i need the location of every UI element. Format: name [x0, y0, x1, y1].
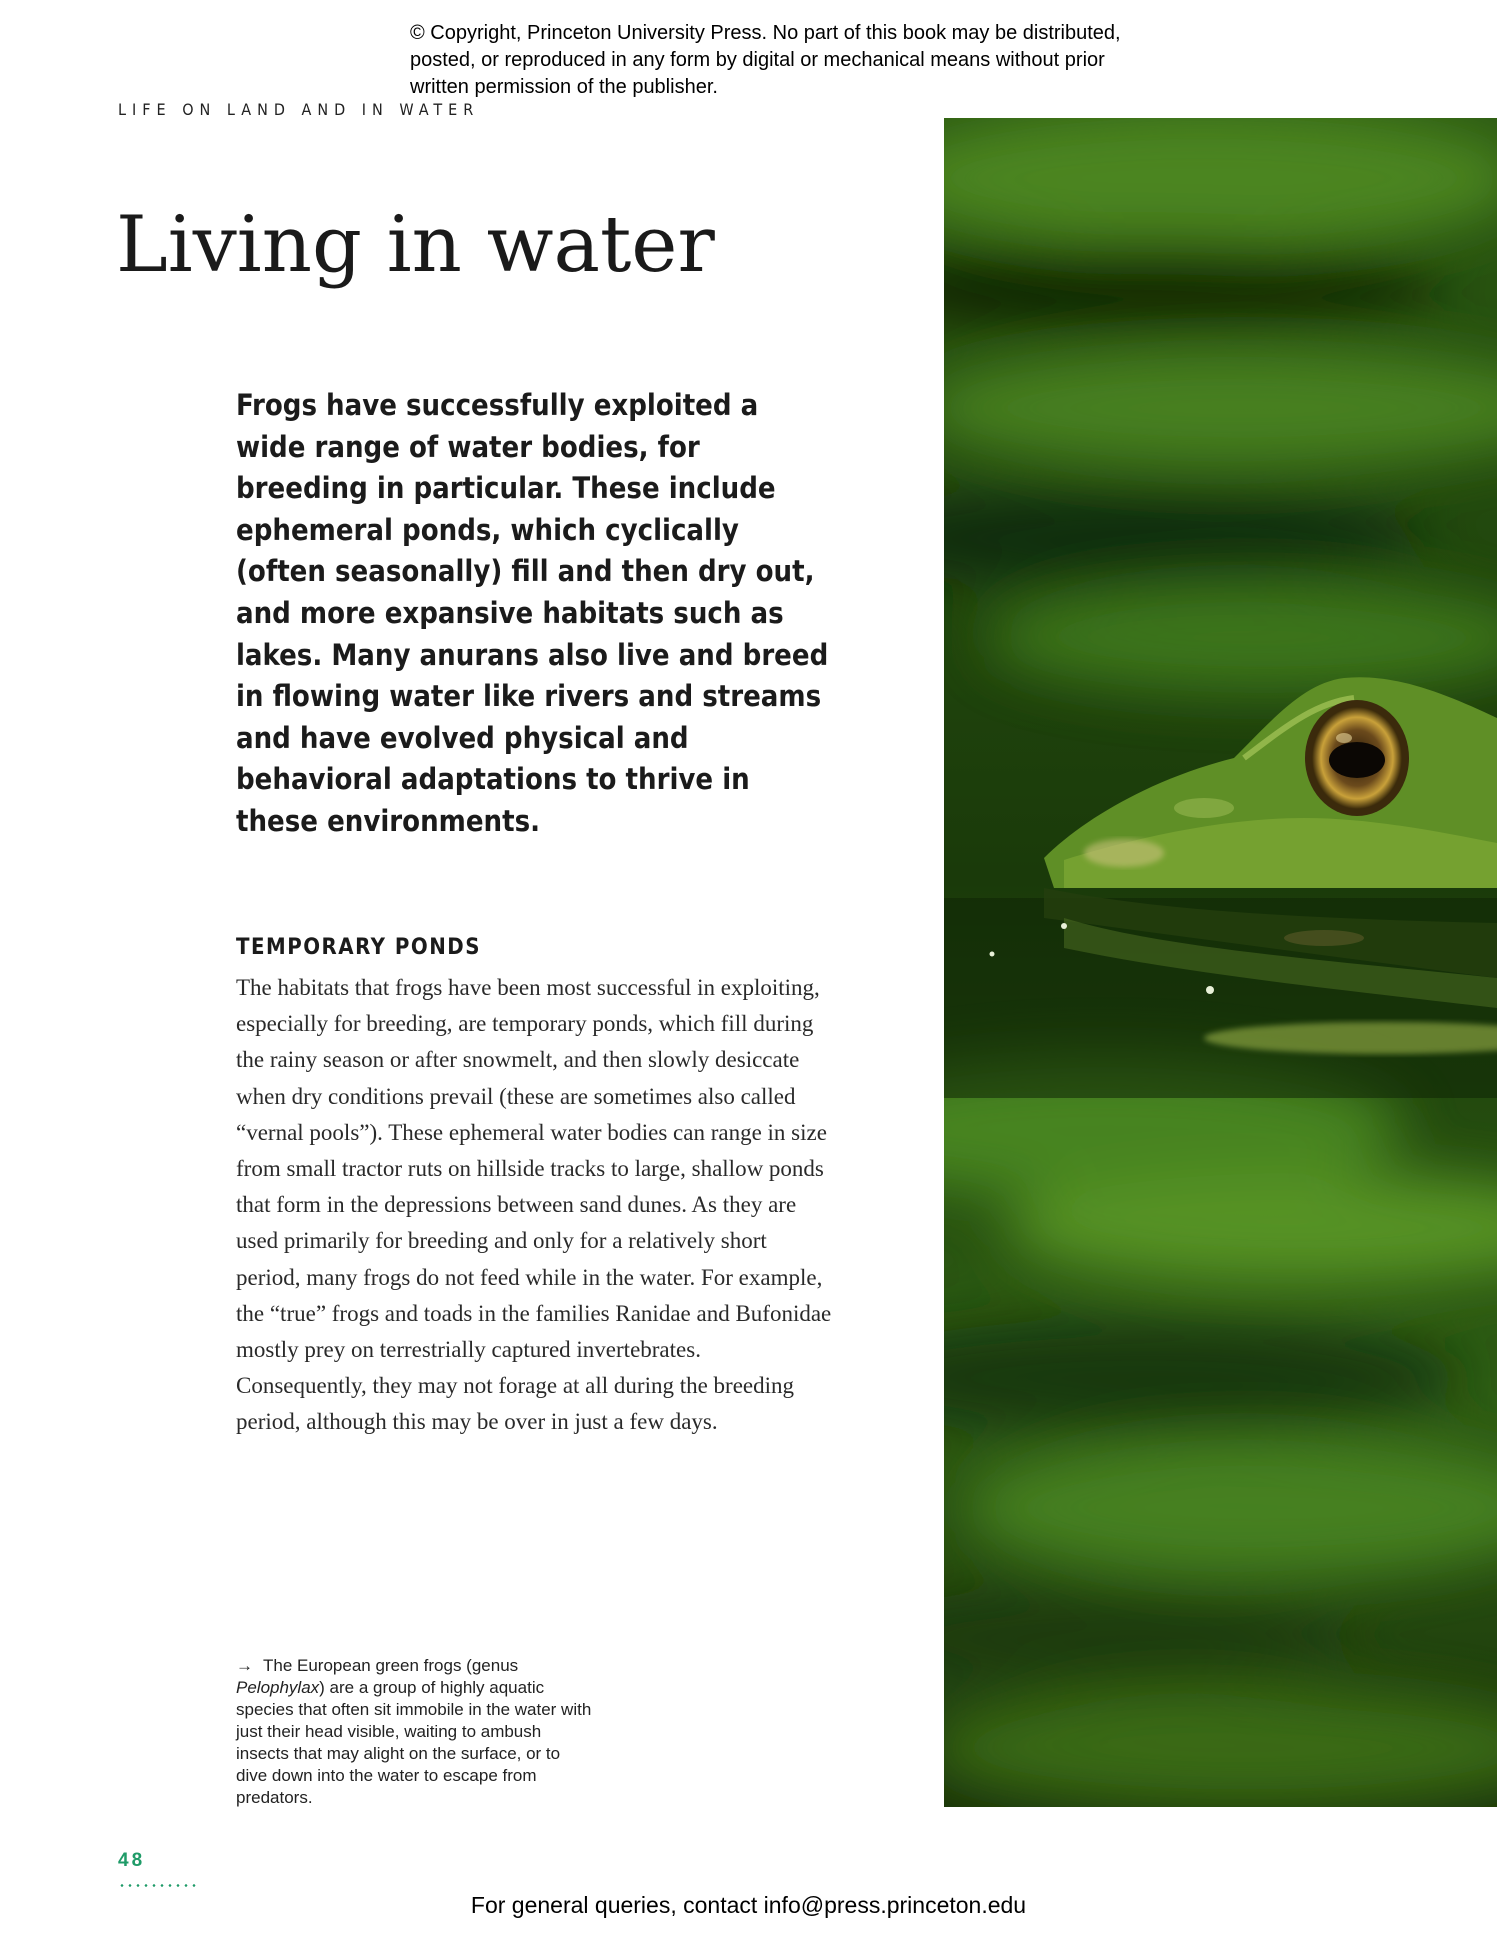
body-paragraph: The habitats that frogs have been most successful in exploiting, especially for breeding, are temporary ponds, which fill during the rainy season or after snowmelt, and then slowly desiccate when dry conditions prevail (these are sometimes also called “vernal pools”). These ephemeral water bodies can range in size from small tractor ruts on hillside tracks to large, shallow ponds that form in the depressions between sand dunes. As they are used primarily for breeding and only for a relatively short period, many frogs do not feed while in the water. For example, the “true” frogs and toads in the families Ranidae and Bufonidae mostly prey on terrestrially captured invertebrates. Consequently, they may not forage at all during the breeding period, although this may be over in just a few days.	[236, 975, 832, 1435]
photo-caption	[236, 1655, 596, 1809]
copyright-notice: © Copyright, Princeton University Press. No part of this book may be distributed, posted, or reproduced in any form by digital or mechanical means without prior written permission of the publisher.	[410, 22, 1121, 98]
running-head: LIFE ON LAND AND IN WATER	[118, 100, 480, 119]
caption-text-after: ) are a group of highly aquatic species that often sit immobile in the water with just their head visible, waiting to ambush insects that may alight on the surface, or to dive down into the water to escape from predators.	[236, 1678, 592, 1807]
caption-text-before: The European green frogs (genus	[263, 1656, 519, 1675]
intro-paragraph: Frogs have successfully exploited a wide range of water bodies, for breeding in particular. These include ephemeral ponds, which cyclically (often seasonally) fill and then dry out, and more expansive habitats such as lakes. Many anurans also live and breed in flowing water like rivers and streams and have evolved physical and behavioral adaptations to thrive in these environments.	[236, 388, 829, 838]
frog-photo	[944, 118, 1497, 1807]
page-number: 48	[118, 1850, 146, 1871]
arrow-right-icon: →	[236, 1656, 253, 1675]
page-title: Living in water	[116, 200, 715, 290]
page-number-dots	[118, 1884, 198, 1887]
caption-genus: Pelophylax	[236, 1678, 320, 1697]
frog-eye	[1305, 700, 1409, 816]
footer-contact: For general queries, contact info@press.princeton.edu	[470, 1892, 1027, 1918]
frog-photo-illustration	[944, 118, 1497, 1807]
section-heading: TEMPORARY PONDS	[236, 935, 481, 960]
